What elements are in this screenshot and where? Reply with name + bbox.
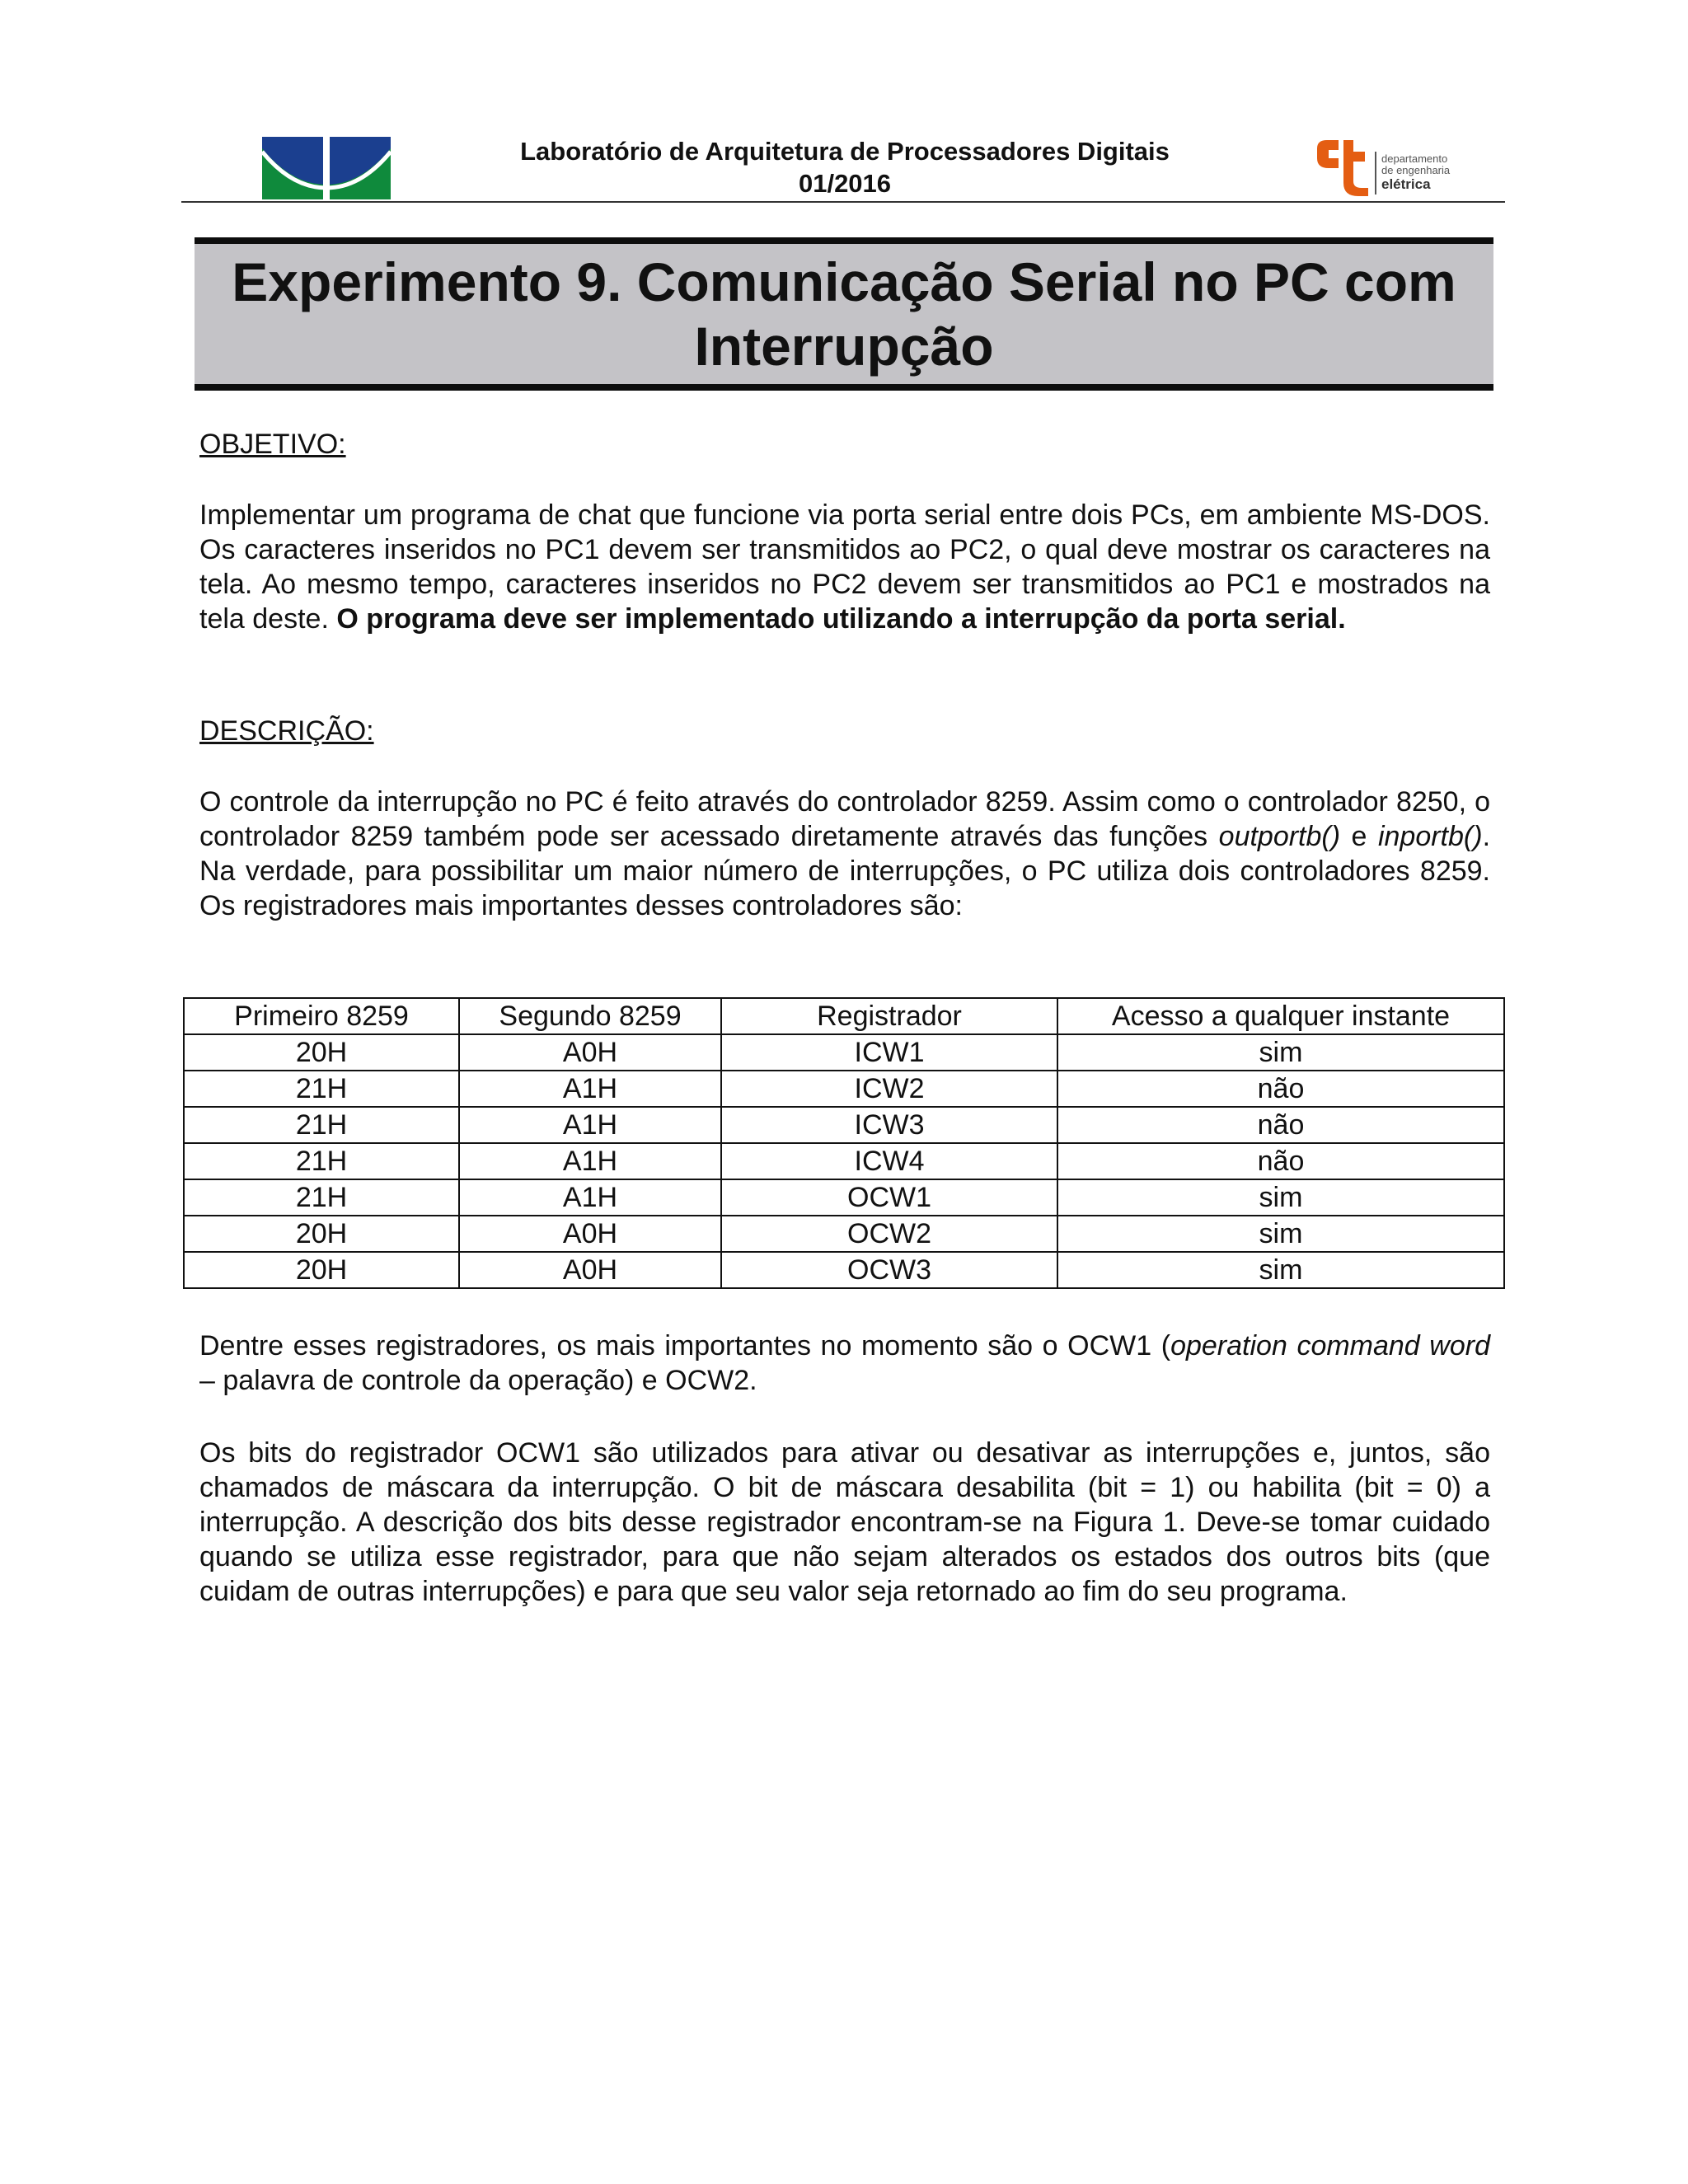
table-cell: 21H [184, 1179, 459, 1216]
registers-table [183, 997, 1505, 1289]
table-cell: não [1057, 1143, 1504, 1179]
table-cell: ICW3 [721, 1107, 1057, 1143]
table-cell: OCW1 [721, 1179, 1057, 1216]
table-header-cell: Segundo 8259 [459, 998, 721, 1034]
objetivo-bold-text: O programa deve ser implementado utilizando a interrupção da porta serial. [336, 603, 1346, 635]
header-divider [181, 201, 1505, 203]
table-cell: A0H [459, 1034, 721, 1071]
table-cell: não [1057, 1107, 1504, 1143]
objetivo-text: Implementar um programa de chat que funcione via porta serial entre dois PCs, em ambiente MS-DOS. Os caracteres inseridos no PC1 devem ser transmitidos ao PC2, o qual deve mostrar os caracteres na tela. Ao mesmo tempo, caracteres inseridos no PC2 devem ser transmitidos ao PC1 e mostrados na tela deste. [199, 499, 1490, 635]
table-cell: A1H [459, 1071, 721, 1107]
table-cell: ICW4 [721, 1143, 1057, 1179]
table-row [184, 1107, 1504, 1143]
table-row [184, 1179, 1504, 1216]
table-cell: sim [1057, 1216, 1504, 1252]
ene-mark-icon [1314, 137, 1373, 198]
table-row [184, 1252, 1504, 1288]
table-row [184, 1034, 1504, 1071]
title-banner [195, 237, 1493, 391]
table-header-cell: Acesso a qualquer instante [1057, 998, 1504, 1034]
table-cell: ICW1 [721, 1034, 1057, 1071]
table-row [184, 1216, 1504, 1252]
objetivo-paragraph [199, 498, 1490, 636]
table-cell: A1H [459, 1143, 721, 1179]
ene-logo [1314, 135, 1454, 199]
header-title-line1: Laboratório de Arquitetura de Processadores Digitais [520, 137, 1170, 166]
table-cell: OCW3 [721, 1252, 1057, 1288]
table-cell: 20H [184, 1252, 459, 1288]
table-cell: 21H [184, 1071, 459, 1107]
ene-logo-divider [1375, 152, 1376, 194]
function-outportb: outportb() [1218, 821, 1341, 852]
table-cell: sim [1057, 1252, 1504, 1288]
objetivo-heading: OBJETIVO: [199, 429, 346, 460]
unb-logo [262, 137, 391, 199]
table-cell: ICW2 [721, 1071, 1057, 1107]
descricao-heading: DESCRIÇÃO: [199, 715, 374, 747]
ocw-term: operation command word [1170, 1330, 1490, 1361]
table-header-cell: Registrador [721, 998, 1057, 1034]
table-header-row [184, 998, 1504, 1034]
ocw1-bits-paragraph: Os bits do registrador OCW1 são utilizados para ativar ou desativar as interrupções e, juntos, são chamados de máscara da interrupção. O bit de máscara desabilita (bit = 1) ou habilita (bit = 0) a interrupção. A descrição dos bits desse registrador encontram-se na Figura 1. Deve-se tomar cuidado quando se utiliza esse registrador, para que não sejam alterados os estados dos outros bits (que cuidam de outras interrupções) e para que seu valor seja retornado ao fim do seu programa. [199, 1437, 1490, 1607]
descricao-paragraph: O controle da interrupção no PC é feito através do controlador 8259. Assim como o controlador 8250, o controlador 8259 também pode ser acessado diretamente através das funções outportb() e inportb(). Na verdade, para possibilitar um maior número de interrupções, o PC utiliza dois controladores 8259. Os registradores mais importantes desses controladores são: [199, 786, 1491, 921]
table-row [184, 1143, 1504, 1179]
header-title [462, 135, 1228, 199]
table-cell: sim [1057, 1034, 1504, 1071]
table-header-cell: Primeiro 8259 [184, 998, 459, 1034]
ocw-paragraph: Dentre esses registradores, os mais importantes no momento são o OCW1 (operation command word – palavra de controle da operação) e OCW2. [199, 1330, 1490, 1396]
table-cell: OCW2 [721, 1216, 1057, 1252]
table-cell: 21H [184, 1107, 459, 1143]
table-cell: 20H [184, 1034, 459, 1071]
table-cell: 20H [184, 1216, 459, 1252]
page-title: Experimento 9. Comunicação Serial no PC com Interrupção [232, 251, 1456, 377]
table-cell: A0H [459, 1252, 721, 1288]
table-cell: A1H [459, 1179, 721, 1216]
table-cell: A1H [459, 1107, 721, 1143]
table-cell: 21H [184, 1143, 459, 1179]
table-cell: A0H [459, 1216, 721, 1252]
function-inportb: inportb() [1377, 821, 1483, 852]
table-row [184, 1071, 1504, 1107]
table-cell: não [1057, 1071, 1504, 1107]
table-cell: sim [1057, 1179, 1504, 1216]
header-title-line2: 01/2016 [798, 169, 892, 198]
ene-logo-text: departamento de engenharia elétrica [1381, 152, 1451, 192]
